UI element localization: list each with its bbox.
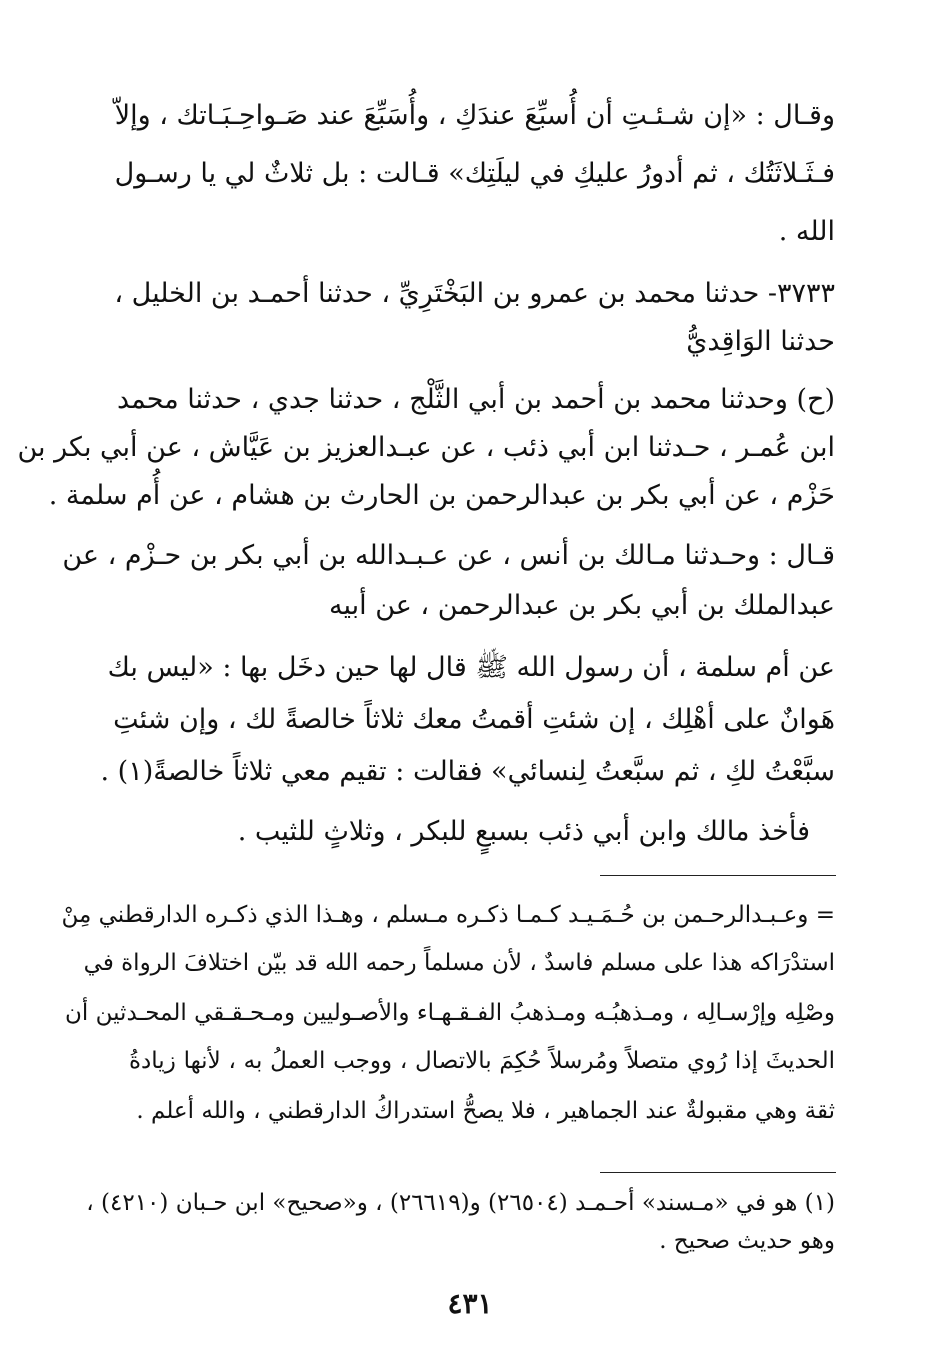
text-line: عبدالملك بن أبي بكر بن عبدالرحمن ، عن أبيه: [328, 590, 835, 621]
text-line: قـال : وحـدثنا مـالك بن أنس ، عن عـبـدالله بن أبي بكر بن حـزْم ، عن: [62, 540, 835, 571]
commentary-line: = وعـبـدالرحـمن بن حُـمَـيـد كـمـا ذكـره مـسلم ، وهـذا الذي ذكـره الدارقطني مِنْ: [61, 902, 835, 928]
text-line: فأخذ مالك وابن أبي ذئب بسبعٍ للبكر ، وثلاثٍ للثيب .: [237, 816, 810, 847]
text-line: عن أم سلمة ، أن رسول الله ﷺ قال لها حين دخَل بها : «ليس بك: [107, 652, 835, 683]
commentary-line: ثقة وهي مقبولةٌ عند الجماهير ، فلا يصحُّ استدراكُ الدارقطني ، والله أعلم .: [136, 1098, 835, 1124]
text-line: الله .: [778, 216, 835, 247]
text-line: وقـال : «إن شـئـتِ أن أُسبِّعَ عندَكِ ، وأُسَبِّعَ عند صَـواحِـبَـاتك ، وإلاّ: [114, 100, 835, 131]
footnote-line: وهو حديث صحيح .: [659, 1228, 835, 1254]
text-line: فـثَـلاثَتُك ، ثم أدورُ عليكِ في ليلَتِك» قـالت : بل ثلاثٌ لي يا رسـول: [114, 158, 835, 189]
commentary-line: الحديثَ إذا رُوي متصلاً ومُرسلاً حُكِمَ بالاتصال ، ووجب العملُ به ، لأنها زيادةُ: [129, 1048, 835, 1074]
commentary-line: استدْرَاكه هذا على مسلم فاسدٌ ، لأن مسلماً رحمه الله قد بيّن اختلافَ الرواة في: [83, 950, 835, 976]
text-line: (ح) وحدثنا محمد بن أحمد بن أبي الثَّلْج ، حدثنا جدي ، حدثنا محمد: [116, 384, 835, 415]
page-number: ٤٣١: [447, 1287, 493, 1320]
footnote-line: (١) هو في «مـسند» أحـمـد (٢٦٥٠٤) و(٢٦٦١٩) ، و«صحيح» ابن حـبان (٤٢١٠) ،: [86, 1190, 835, 1216]
text-line: سبَّعْتُ لكِ ، ثم سبَّعتُ لِنسائي» فقالت : تقيم معي ثلاثاً خالصةً(١) .: [100, 756, 835, 787]
hadith-number-line: ٣٧٣٣- حدثنا محمد بن عمرو بن البَخْتَرِيِّ ، حدثنا أحمـد بن الخليل ،: [114, 278, 835, 309]
text-line: حدثنا الوَاقِديُّ: [686, 326, 835, 357]
text-line: ابن عُمـر ، حـدثنا ابن أبي ذئب ، عن عبـدالعزيز بن عَيَّاش ، عن أبي بكر بن: [17, 432, 835, 463]
commentary-line: وصْلِه وإرْسـالِه ، ومـذهبُـه ومـذهبُ الفـقـهـاء والأصـوليين ومـحـقـقي المحـدثين أن: [65, 1000, 835, 1026]
footnote-rule: [600, 1172, 836, 1173]
text-line: حَزْم ، عن أبي بكر بن عبدالرحمن بن الحارث بن هشام ، عن أُم سلمة .: [48, 480, 835, 511]
text-line: هَوانٌ على أهْلِك ، إن شئتِ أقمتُ معك ثلاثاً خالصةً لك ، وإن شئتِ: [113, 704, 835, 735]
separator-rule: [600, 875, 836, 876]
